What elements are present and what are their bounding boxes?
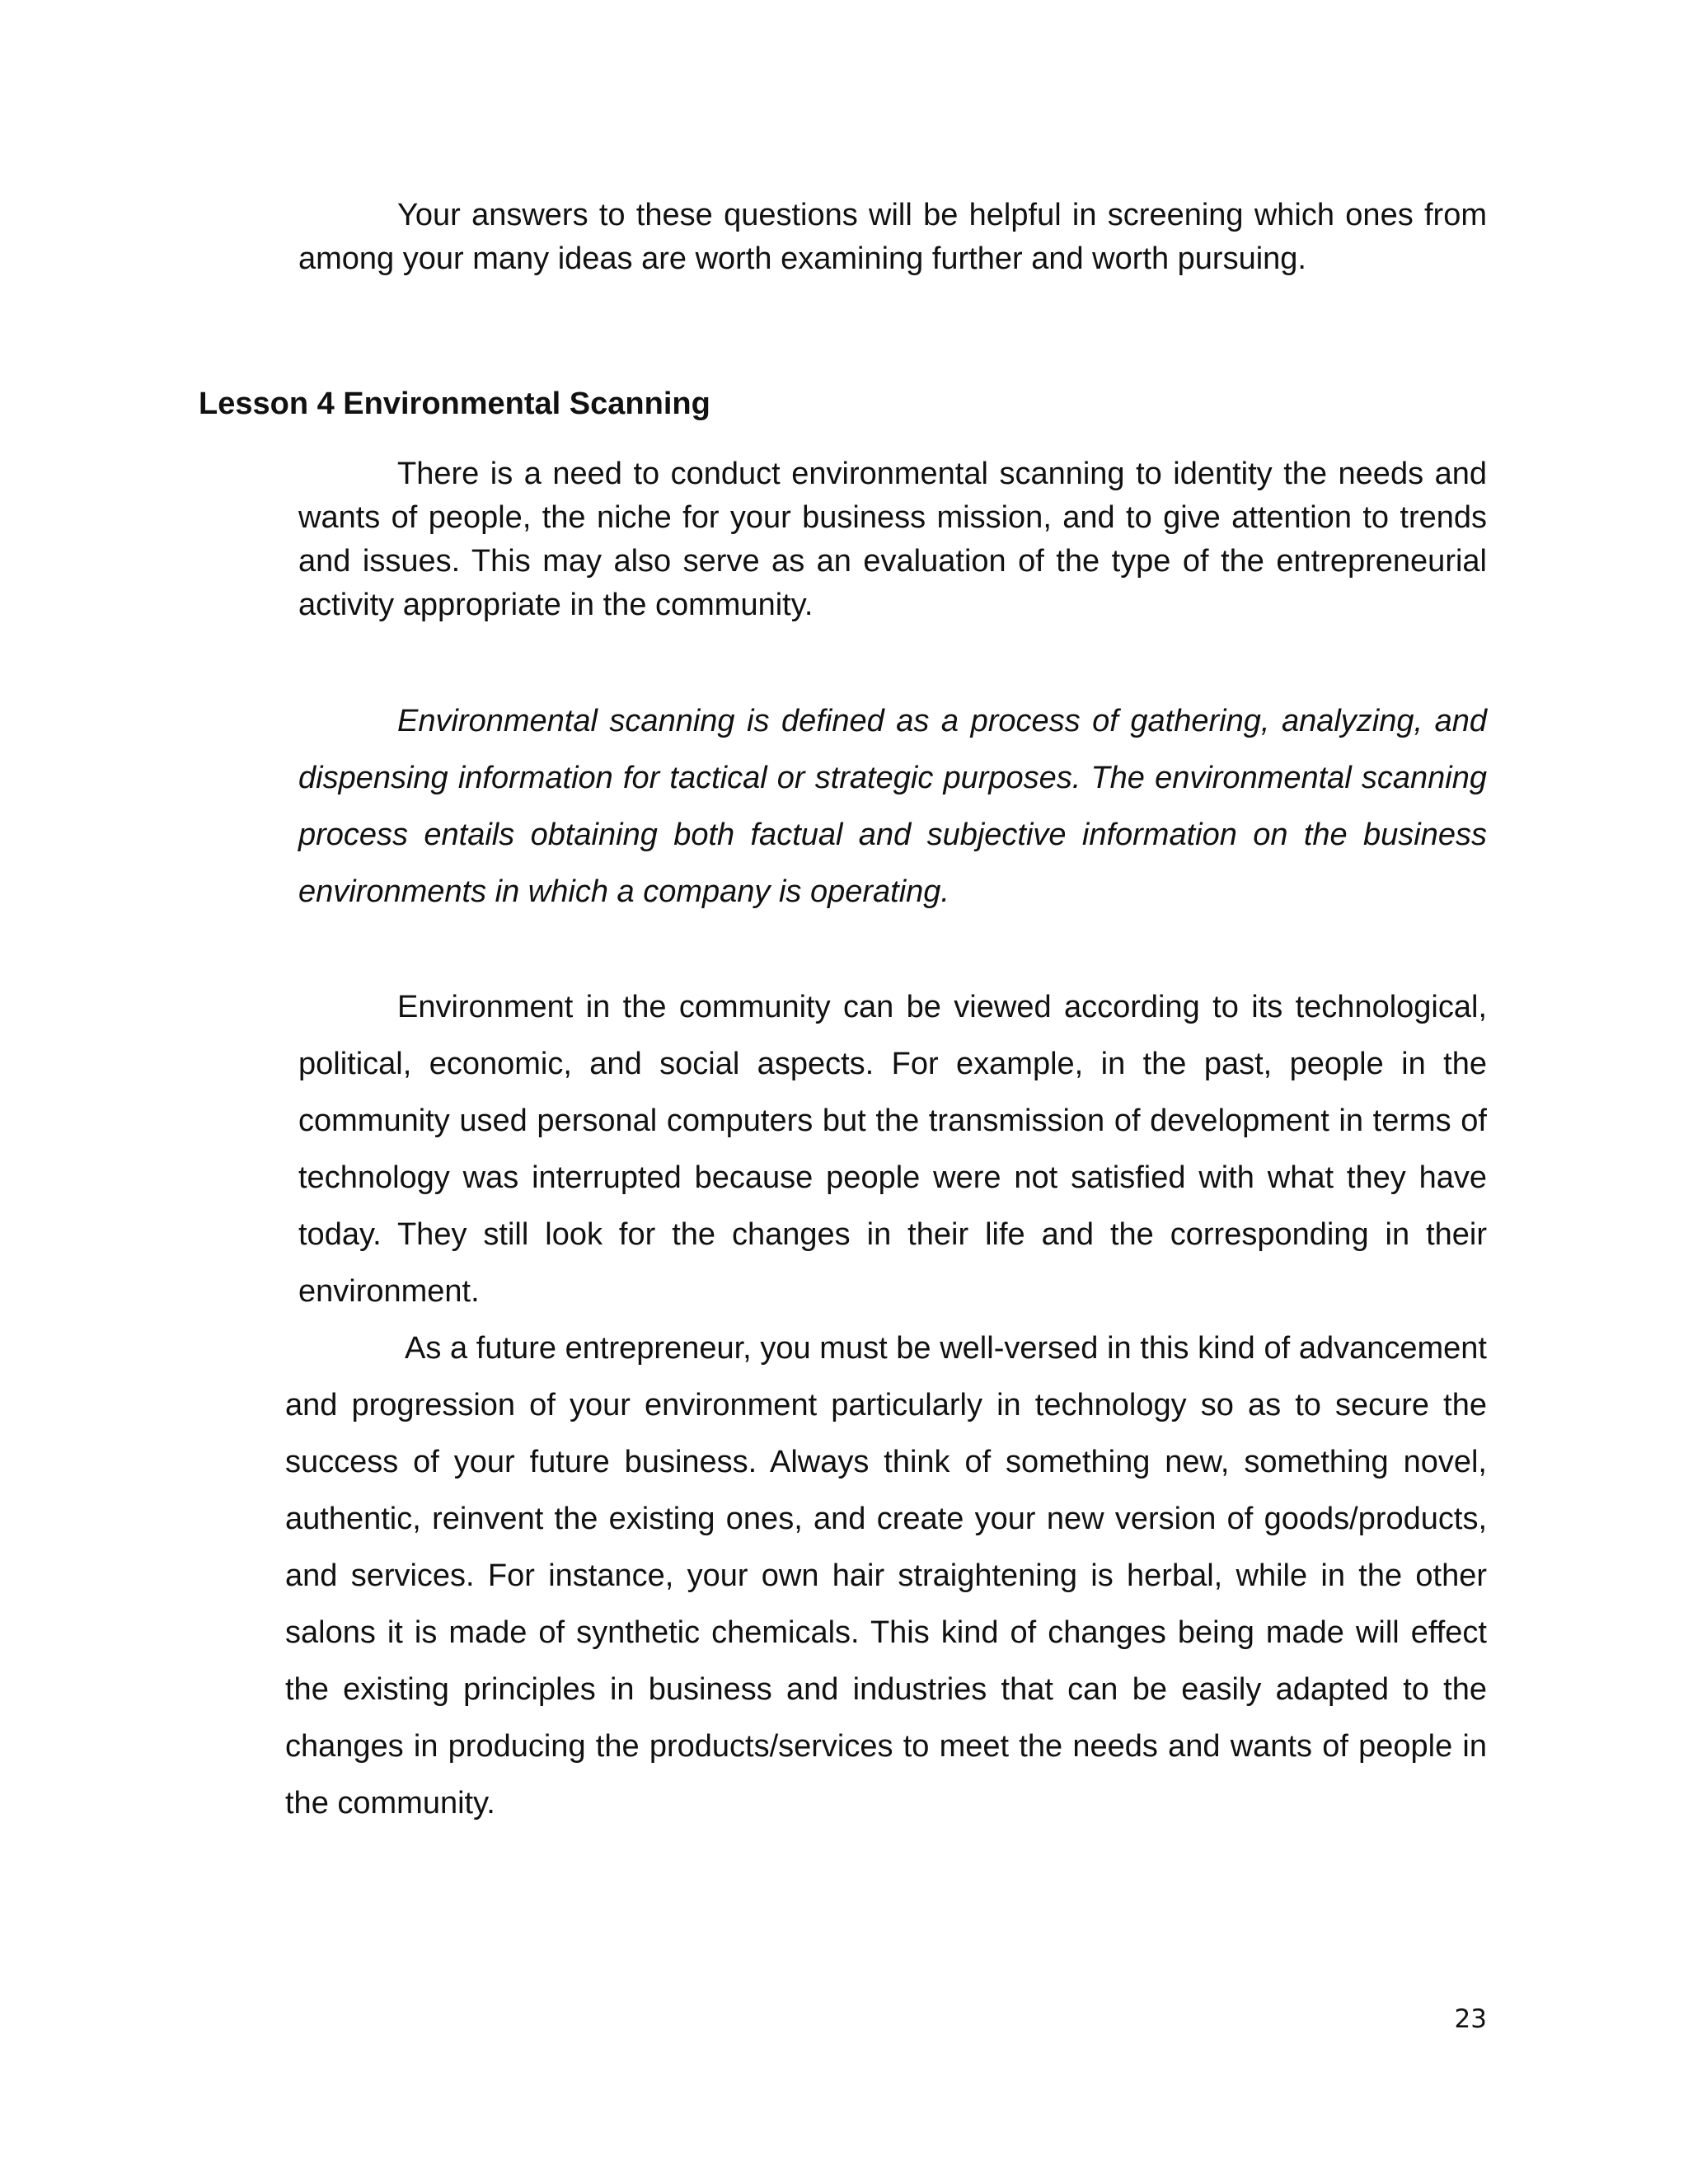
- environment-paragraph: Environment in the community can be viewed according to its technological, political, economic, and social aspects. For example, in the past, people in the community used personal computers but the transmission of development in terms of technology was interrupted because people were not satisfied with what they have today. They still look for the changes in their life and the corresponding in their environment.: [298, 990, 1487, 1309]
- entrepreneur-paragraph: As a future entrepreneur, you must be well-versed in this kind of advancement and progression of your environment particularly in technology so as to secure the success of your future business. Always think of something new, something novel, authentic, reinvent the existing ones, and create your new version of goods/products, and services. For instance, your own hair straightening is herbal, while in the other salons it is made of synthetic chemicals. This kind of changes being made will effect the existing principles in business and industries that can be easily adapted to the changes in producing the products/services to meet the needs and wants of people in the community.: [285, 1331, 1487, 1821]
- lesson-heading: Lesson 4 Environmental Scanning: [199, 387, 710, 421]
- need-paragraph: There is a need to conduct environmental scanning to identity the needs and wants of people, the niche for your business mission, and to give attention to trends and issues. This may also serve as an evaluation of the type of the entrepreneurial activity appropriate in the community.: [298, 457, 1487, 622]
- page-number: 23: [1454, 2004, 1487, 2034]
- intro-paragraph: Your answers to these questions will be helpful in screening which ones from among your many ideas are worth examining further and worth pursuing.: [298, 198, 1487, 276]
- definition-paragraph: Environmental scanning is defined as a process of gathering, analyzing, and dispensing information for tactical or strategic purposes. The environmental scanning process entails obtaining both factual and subjective information on the business environments in which a company is operating.: [298, 704, 1487, 909]
